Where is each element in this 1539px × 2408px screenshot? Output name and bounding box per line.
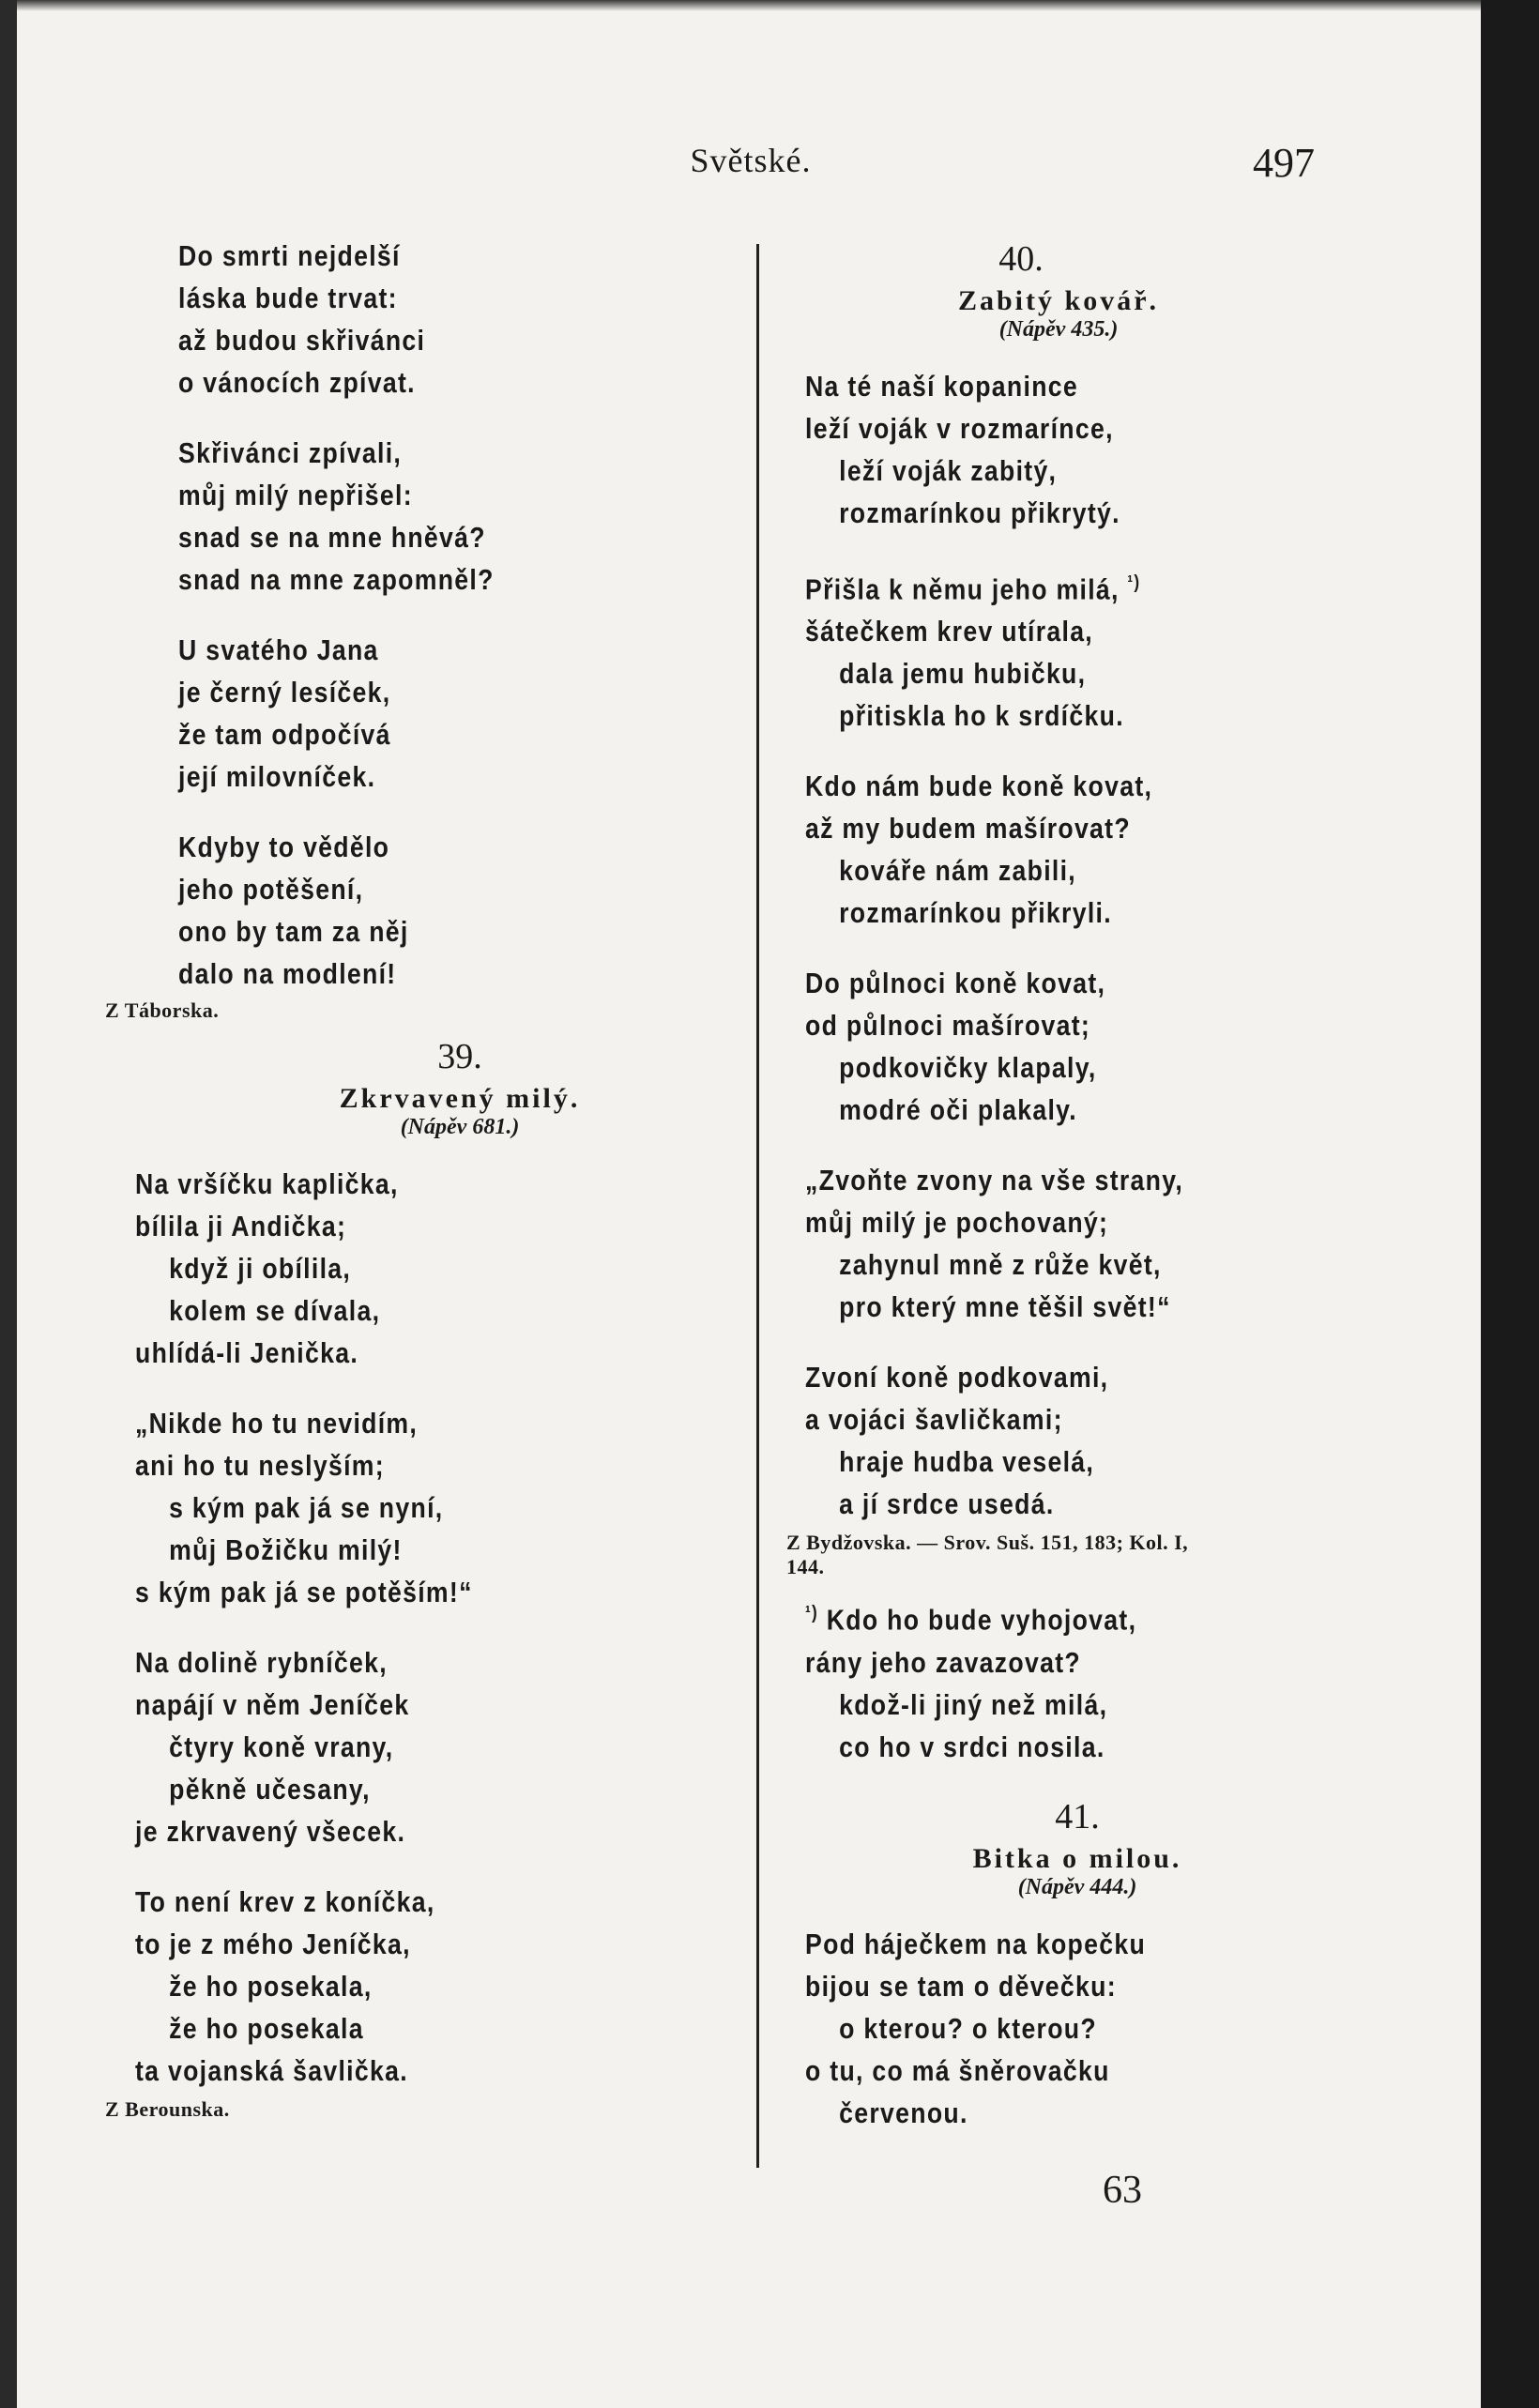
running-title: Světské. (690, 142, 812, 179)
verse-line: červenou. (839, 2096, 968, 2129)
verse-line: láska bude trvat: (178, 282, 398, 314)
stanza (135, 1641, 741, 1852)
footnote (805, 1593, 1349, 1767)
verse-line: Kdyby to vědělo (178, 831, 390, 863)
verse-line (805, 562, 1273, 610)
verse-line: snad na mne zapomněl? (178, 563, 495, 596)
verse-line: bijou se tam o děvečku: (805, 1969, 1117, 2003)
verse-line: Do smrti nejdelší (178, 239, 401, 272)
verse-line: o vánocích zpívat. (178, 366, 416, 399)
footnote-marker: ¹) (805, 1603, 819, 1624)
verse-line: Pod háječkem na kopečku (805, 1927, 1147, 1960)
stanza (805, 562, 1349, 737)
verse-line: kováře nám zabili, (839, 854, 1077, 888)
verse-line: „Zvoňte zvony na vše strany, (805, 1164, 1184, 1197)
right-edge-shadow (1481, 0, 1539, 2408)
stanza (135, 1881, 741, 2092)
page-number: 497 (1253, 140, 1315, 186)
verse-line: její milovníček. (178, 760, 376, 793)
verse-line: Na vršíčku kaplička, (135, 1167, 399, 1200)
song-number: 41. (1055, 1796, 1100, 1836)
verse-line: podkovičky klapaly, (839, 1051, 1097, 1085)
verse-line: je zkrvavený všecek. (135, 1815, 406, 1848)
verse-line: od půlnoci mašírovat; (805, 1009, 1091, 1043)
verse-line: až budou skřivánci (178, 324, 426, 357)
tune-reference: (Nápěv 681.) (400, 1115, 520, 1139)
verse-line: že ho posekala (169, 2012, 364, 2045)
verse-line: a jí srdce usedá. (839, 1487, 1055, 1521)
stanza (805, 1159, 1349, 1328)
verse-line: leží voják zabitý, (839, 454, 1058, 487)
column-divider (756, 244, 759, 2168)
verse-line: o kterou? o kterou? (839, 2011, 1097, 2045)
song-title: Zkrvavený milý. (339, 1083, 581, 1114)
verse-line: dala jemu hubičku, (839, 657, 1087, 691)
verse-line: když ji obílila, (169, 1252, 352, 1285)
book-spine-shadow (0, 0, 17, 2408)
song-number: 39. (437, 1037, 482, 1076)
verse-line: U svatého Jana (178, 633, 379, 666)
verse-line: jeho potěšení, (178, 873, 364, 906)
stanza (805, 1923, 1349, 2134)
verse-line: snad se na mne hněvá? (178, 521, 486, 554)
verse-line: „Nikde ho tu nevidím, (135, 1407, 419, 1440)
verse-line: kdož-li jiný než milá, (839, 1687, 1108, 1721)
stanza (805, 765, 1349, 934)
stanza (178, 629, 741, 798)
stanza (805, 962, 1349, 1131)
verse-line: můj Božičku milý! (169, 1533, 403, 1566)
source-note: Z Bydžovska. — Srov. Suš. 151, 183; Kol. I, (786, 1531, 1189, 1555)
song-title: Zabitý kovář. (957, 285, 1160, 316)
verse-line: Na dolině rybníček, (135, 1646, 388, 1679)
verse-line: až my budem mašírovat? (805, 812, 1131, 846)
left-column (105, 235, 741, 2135)
verse-line: co ho v srdci nosila. (839, 1730, 1105, 1763)
verse-text: Přišla k němu jeho milá, (805, 572, 1120, 606)
verse-line: kolem se dívala, (169, 1294, 381, 1327)
verse-line: o tu, co má šněrovačku (805, 2053, 1110, 2087)
verse-line: rány jeho zavazovat? (805, 1645, 1081, 1679)
verse-line: rozmarínkou přikryli. (839, 896, 1112, 930)
verse-line: s kým pak já se potěším!“ (135, 1576, 473, 1608)
verse-line: Zvoní koně podkovami, (805, 1361, 1109, 1395)
verse-line: pro který mne těšil svět!“ (839, 1290, 1171, 1324)
verse-line: rozmarínkou přikrytý. (839, 496, 1120, 529)
verse-line: To není krev z koníčka, (135, 1885, 435, 1918)
verse-line: to je z mého Jeníčka, (135, 1928, 411, 1960)
printer-signature: 63 (1103, 2169, 1142, 2212)
verse-line: Na té naší kopanince (805, 370, 1079, 403)
verse-line: modré oči plakaly. (839, 1093, 1077, 1127)
verse-line: je černý lesíček, (178, 676, 391, 709)
song-number: 40. (998, 239, 1044, 279)
verse-line: Skřivánci zpívali, (178, 436, 403, 469)
verse-line: můj milý je pochovaný; (805, 1206, 1109, 1240)
verse-line: dalo na modlení! (178, 957, 397, 990)
verse-line: Kdo nám bude koně kovat, (805, 770, 1153, 803)
source-note: 144. (786, 1555, 825, 1579)
footnote-marker: ¹) (1127, 572, 1141, 593)
top-edge-shadow (17, 0, 1481, 11)
stanza (178, 826, 741, 995)
stanza (178, 432, 741, 601)
verse-line: ani ho tu neslyším; (135, 1449, 385, 1482)
verse-line (805, 1593, 1273, 1640)
verse-line: že tam odpočívá (178, 718, 391, 751)
stanza (805, 1356, 1349, 1525)
verse-line: hraje hudba veselá, (839, 1445, 1095, 1479)
verse-text: Kdo ho bude vyhojovat, (826, 1603, 1137, 1637)
stanza (178, 235, 741, 404)
verse-line: s kým pak já se nyní, (169, 1491, 444, 1524)
verse-line: přitiskla ho k srdíčku. (839, 699, 1124, 733)
source-note: Z Táborska. (105, 998, 220, 1022)
tune-reference: (Nápěv 435.) (998, 317, 1119, 342)
verse-line: a vojáci šavličkami; (805, 1403, 1063, 1437)
verse-line: zahynul mně z růže květ, (839, 1248, 1162, 1282)
verse-line: pěkně učesany, (169, 1773, 371, 1806)
verse-line: uhlídá-li Jenička. (135, 1336, 359, 1369)
stanza (805, 365, 1349, 534)
verse-line: ono by tam za něj (178, 915, 409, 948)
song-title: Bitka o milou. (972, 1842, 1182, 1874)
verse-line: čtyry koně vrany, (169, 1730, 394, 1763)
stanza (135, 1163, 741, 1374)
stanza (135, 1402, 741, 1613)
right-column (786, 235, 1349, 2162)
verse-line: Do půlnoci koně kovat, (805, 967, 1106, 1000)
verse-line: šátečkem krev utírala, (805, 615, 1094, 648)
verse-line: že ho posekala, (169, 1970, 373, 2003)
verse-line: můj milý nepřišel: (178, 479, 413, 511)
tune-reference: (Nápěv 444.) (1017, 1874, 1137, 1899)
source-note: Z Berounska. (105, 2097, 230, 2121)
verse-line: leží voják v rozmarínce, (805, 412, 1114, 445)
verse-line: napájí v něm Jeníček (135, 1688, 410, 1721)
verse-line: ta vojanská šavlička. (135, 2054, 408, 2087)
verse-line: bílila ji Andička; (135, 1210, 347, 1242)
